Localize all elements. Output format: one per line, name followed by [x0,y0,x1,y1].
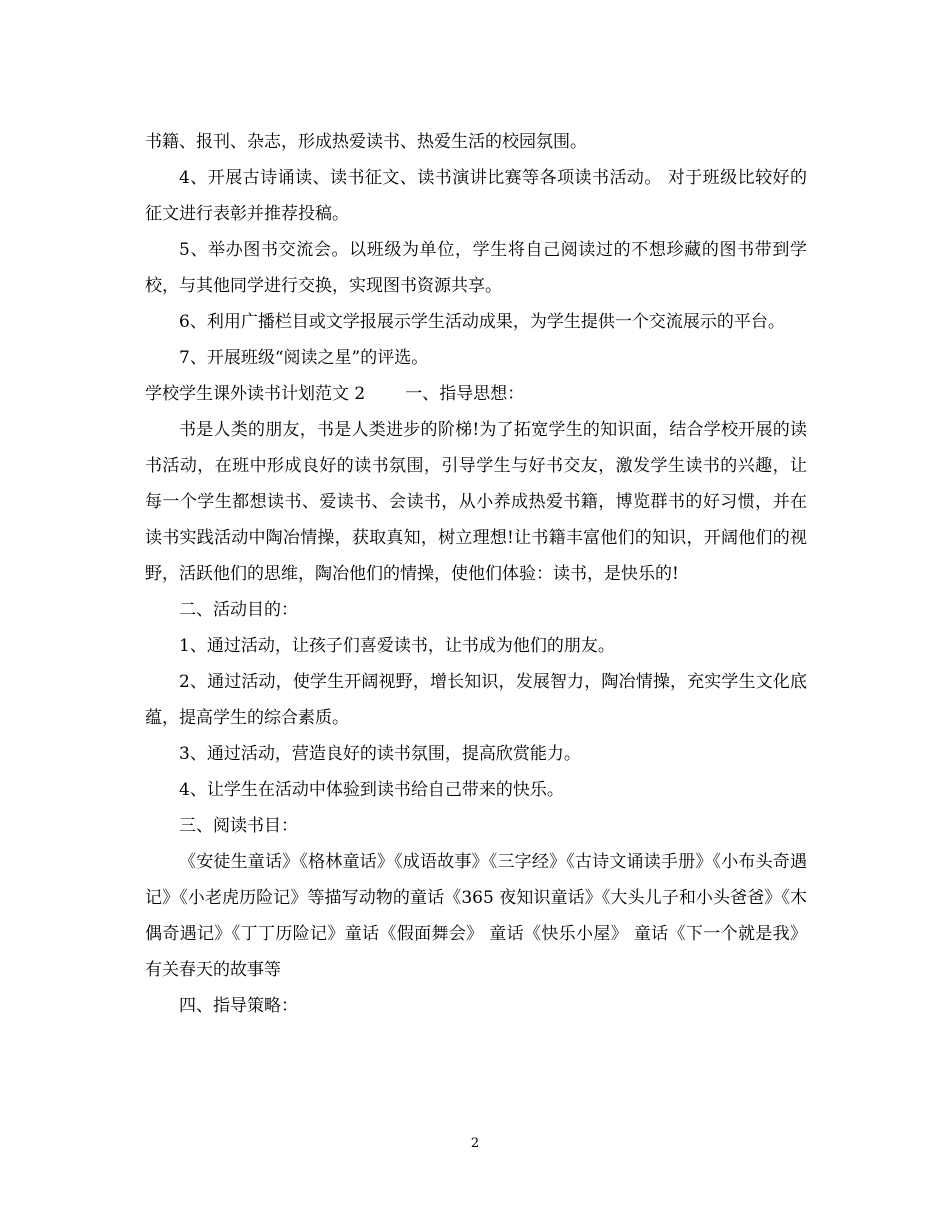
paragraph: 四、指导策略： [179,996,298,1016]
paragraph: 三、阅读书目： [179,816,298,836]
paragraph: 7、开展班级“阅读之星”的评选。 [179,348,429,368]
section-subtitle: 一、指导思想： [405,384,525,404]
paragraph: 二、活动目的： [179,600,298,620]
paragraph: 4、开展古诗诵读、读书征文、读书演讲比赛等各项读书活动。 对于班级比较好的征文进行表彰并推荐投稿。 [145,168,807,224]
paragraph: 《安徒生童话》《格林童话》《成语故事》《三字经》《古诗文诵读手册》《小布头奇遇记》《小老虎历险记》等描写动物的童话《365 夜知识童话》《大头儿子和小头爸爸》《木偶奇遇记》《丁丁历险记》童话《假面舞会》 童话《快乐小屋》 童话《下一个就是我》有关春天的故事等 [145,852,807,980]
section-heading-line [145,376,807,412]
paragraph: 2、通过活动，使学生开阔视野，增长知识，发展智力，陶冶情操，充实学生文化底蕴，提高学生的综合素质。 [145,672,807,728]
paragraph: 6、利用广播栏目或文学报展示学生活动成果，为学生提供一个交流展示的平台。 [179,312,785,332]
paragraph: 1、通过活动，让孩子们喜爱读书，让书成为他们的朋友。 [179,636,615,656]
paragraph: 5、举办图书交流会。以班级为单位，学生将自己阅读过的不想珍藏的图书带到学校，与其他同学进行交换，实现图书资源共享。 [145,240,807,296]
paragraph: 书籍、报刊、杂志，形成热爱读书、热爱生活的校园氛围。 [145,132,587,152]
section-title: 学校学生课外读书计划范文 2 [145,384,366,404]
paragraph: 4、让学生在活动中体验到读书给自己带来的快乐。 [179,780,564,800]
paragraph: 3、通过活动，营造良好的读书氛围，提高欣赏能力。 [179,744,581,764]
page-number: 2 [470,1136,480,1151]
paragraph: 书是人类的朋友，书是人类进步的阶梯!为了拓宽学生的知识面，结合学校开展的读书活动，在班中形成良好的读书氛围，引导学生与好书交友，激发学生读书的兴趣，让每一个学生都想读书、爱读书、会读书，从小养成热爱书籍，博览群书的好习惯，并在读书实践活动中陶冶情操，获取真知，树立理想!让书籍丰富他们的知识，开阔他们的视野，活跃他们的思维，陶冶他们的情操，使他们体验：读书，是快乐的! [145,420,807,584]
document-body [145,124,807,1024]
